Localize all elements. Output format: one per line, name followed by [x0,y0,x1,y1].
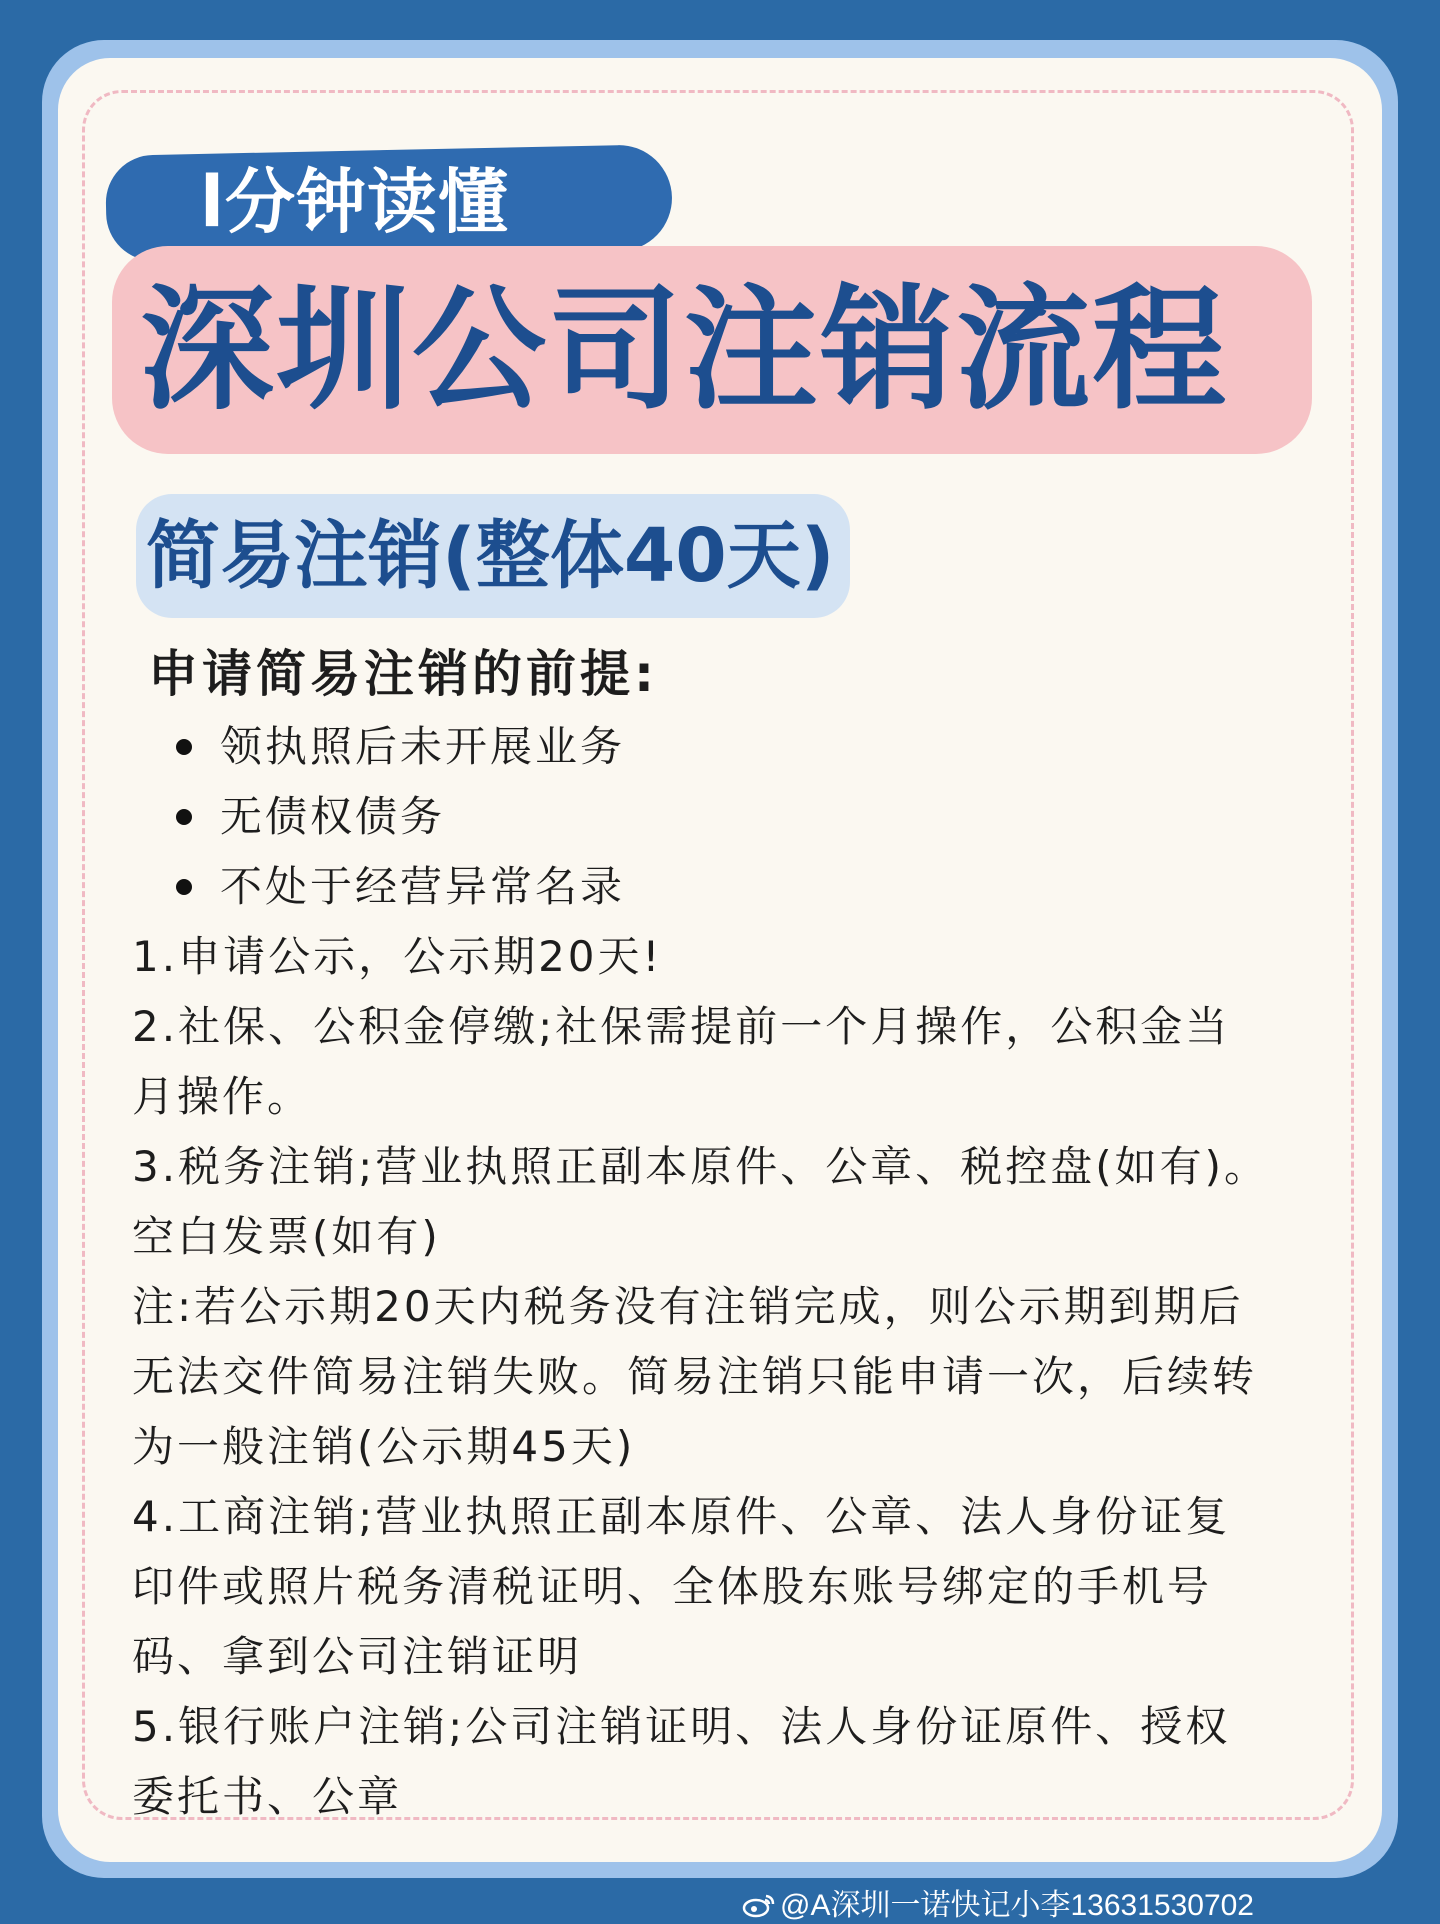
step-line: 4.工商注销;营业执照正副本原件、公章、法人身份证复 [132,1492,1231,1541]
note-line: 为一般注销(公示期45天) [132,1422,636,1471]
note-line: 无法交件简易注销失败。简易注销只能申请一次，后续转 [132,1352,1258,1401]
step-line: 空白发票(如有) [132,1212,441,1261]
prerequisite-item: 不处于经营异常名录 [176,854,625,920]
step-line: 印件或照片税务清税证明、全体股东账号绑定的手机号 [132,1562,1213,1611]
prerequisite-item: 领执照后未开展业务 [176,714,625,780]
weibo-icon [742,1892,776,1918]
step-line: 码、拿到公司注销证明 [132,1632,583,1681]
prerequisite-item: 无债权债务 [176,784,445,850]
step-line: 5.银行账户注销;公司注销证明、法人身份证原件、授权 [132,1702,1231,1751]
bullet-icon [176,739,192,755]
watermark-text: @A深圳一诺快记小李13631530702 [780,1889,1254,1922]
step-line: 1.申请公示，公示期20天! [132,932,663,981]
step-line: 3.税务注销;营业执照正副本原件、公章、税控盘(如有)。 [132,1142,1269,1191]
bullet-icon [176,879,192,895]
step-line: 月操作。 [132,1072,313,1121]
step-line: 委托书、公章 [132,1772,403,1821]
step-line: 2.社保、公积金停缴;社保需提前一个月操作，公积金当 [132,1002,1231,1051]
watermark [742,1888,1254,1924]
page-title: 深圳公司注销流程 [140,272,1229,428]
bullet-icon [176,809,192,825]
badge-text: l分钟读懂 [200,161,509,243]
prerequisites-heading: 申请简易注销的前提: [148,645,658,703]
subtitle: 简易注销(整体40天) [146,513,835,599]
note-line: 注:若公示期20天内税务没有注销完成，则公示期到期后 [132,1282,1244,1331]
